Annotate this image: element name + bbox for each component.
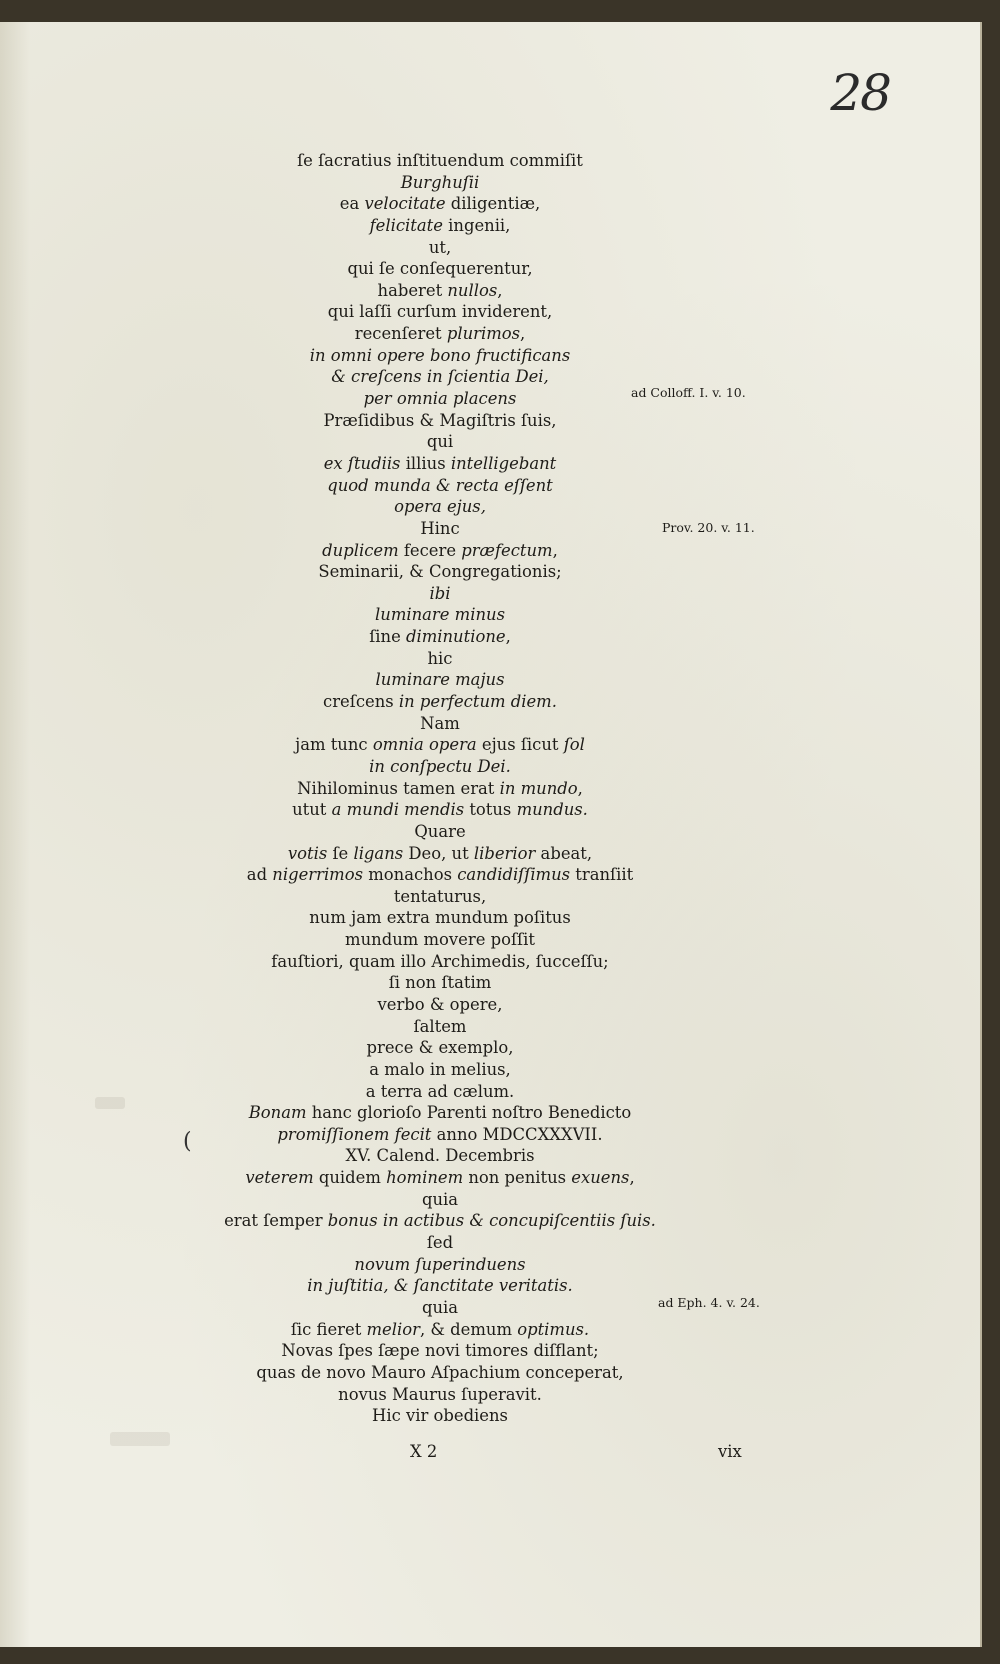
roman-segment: Nam: [420, 713, 460, 733]
margin-bracket-mark: (: [183, 1129, 192, 1154]
roman-segment: a terra ad cælum.: [365, 1081, 515, 1101]
italic-segment: ſol: [563, 735, 585, 755]
roman-segment: , & demum: [419, 1319, 518, 1339]
text-line: [190, 1167, 690, 1189]
text-line: [190, 518, 690, 540]
text-line: [190, 1405, 690, 1427]
text-line: [190, 669, 690, 691]
text-line: [190, 388, 690, 410]
italic-segment: candidiſſimus: [457, 865, 571, 885]
text-line: [190, 366, 690, 388]
roman-segment: recenſeret: [354, 324, 447, 344]
italic-segment: duplicem: [322, 540, 399, 560]
italic-segment: a mundi mendis: [331, 800, 465, 820]
text-line: [190, 648, 690, 670]
roman-segment: Præſidibus & Magiſtris ſuis,: [323, 410, 557, 430]
italic-segment: promiſſionem fecit: [277, 1124, 432, 1144]
roman-segment: ingenii,: [442, 215, 511, 235]
roman-segment: utut: [292, 800, 332, 820]
italic-segment: votis: [287, 843, 328, 863]
roman-segment: ,: [520, 324, 526, 344]
italic-segment: nullos: [447, 280, 498, 300]
text-line: [190, 215, 690, 237]
text-line: [190, 258, 690, 280]
text-line: [190, 756, 690, 778]
text-line: [190, 1297, 690, 1319]
roman-segment: tentaturus,: [393, 886, 487, 906]
italic-segment: luminare majus: [375, 670, 505, 690]
folio-number: 28: [830, 64, 890, 122]
roman-segment: ,: [577, 778, 583, 798]
signature-mark: X 2: [410, 1442, 438, 1461]
roman-segment: a malo in melius,: [369, 1059, 511, 1079]
text-line: [190, 691, 690, 713]
roman-segment: fecere: [398, 540, 462, 560]
italic-segment: in perfectum diem.: [398, 692, 557, 712]
italic-segment: veterem: [245, 1168, 314, 1188]
roman-segment: ad: [246, 865, 273, 885]
text-line: [190, 713, 690, 735]
text-line: [190, 1189, 690, 1211]
italic-segment: luminare minus: [375, 605, 505, 625]
roman-segment: ſine: [369, 627, 406, 647]
italic-segment: velocitate: [364, 194, 446, 214]
text-line: [190, 1319, 690, 1341]
text-line: [190, 1037, 690, 1059]
italic-segment: bonus in actibus & concupiſcentiis ſuis.: [327, 1211, 656, 1231]
italic-segment: per omnia placens: [363, 389, 517, 409]
text-line: [190, 193, 690, 215]
roman-segment: quia: [421, 1297, 459, 1317]
text-line: [190, 951, 690, 973]
roman-segment: hic: [427, 648, 453, 668]
italic-segment: in conſpectu Dei.: [369, 756, 511, 776]
text-line: [190, 561, 690, 583]
italic-segment: nigerrimos: [272, 865, 364, 885]
italic-segment: in mundo: [499, 778, 578, 798]
roman-segment: quas de novo Mauro Aſpachium conceperat,: [256, 1362, 624, 1382]
text-line: [190, 1016, 690, 1038]
roman-segment: illius: [400, 453, 451, 473]
roman-segment: fauſtiori, quam illo Archimedis, ſucceſſu;: [271, 951, 609, 971]
text-line: [190, 604, 690, 626]
roman-segment: diligentiæ,: [445, 194, 541, 214]
text-line: [190, 821, 690, 843]
text-line: [190, 778, 690, 800]
italic-segment: liberior: [473, 843, 536, 863]
italic-segment: omnia opera: [372, 735, 477, 755]
roman-segment: abeat,: [535, 843, 593, 863]
text-line: [190, 799, 690, 821]
roman-segment: Quare: [414, 821, 466, 841]
roman-segment: ,: [629, 1168, 635, 1188]
text-line: [190, 1145, 690, 1167]
roman-segment: ſi non ſtatim: [388, 973, 492, 993]
roman-segment: ſaltem: [413, 1016, 467, 1036]
roman-segment: num jam extra mundum poſitus: [309, 908, 571, 928]
roman-segment: ſic fieret: [290, 1319, 367, 1339]
text-line: [190, 540, 690, 562]
text-line: [190, 345, 690, 367]
roman-segment: ut,: [428, 237, 452, 257]
text-line: [190, 1362, 690, 1384]
italic-segment: plurimos: [446, 324, 521, 344]
text-line: [190, 410, 690, 432]
italic-segment: novum ſuperinduens: [354, 1254, 526, 1274]
footer-row: [0, 1442, 980, 1466]
roman-segment: totus: [464, 800, 517, 820]
roman-segment: monachos: [363, 865, 458, 885]
text-line: [190, 453, 690, 475]
italic-segment: intelligebant: [450, 453, 557, 473]
text-line: [190, 1232, 690, 1254]
italic-segment: optimus.: [517, 1319, 590, 1339]
text-line: [190, 994, 690, 1016]
roman-segment: ,: [552, 540, 558, 560]
roman-segment: ejus ſicut: [476, 735, 564, 755]
catchword: vix: [718, 1442, 742, 1461]
italic-segment: diminutione: [405, 627, 506, 647]
roman-segment: jam tunc: [295, 735, 373, 755]
page-sheet: [0, 22, 980, 1647]
text-line: [190, 1254, 690, 1276]
italic-segment: in juſtitia, & ſanctitate veritatis.: [307, 1276, 573, 1296]
roman-segment: qui: [426, 432, 454, 452]
text-line: [190, 280, 690, 302]
body-text: [190, 150, 690, 1427]
italic-segment: ibi: [429, 583, 451, 603]
italic-segment: præfectum: [461, 540, 553, 560]
text-line: [190, 475, 690, 497]
text-line: [190, 843, 690, 865]
italic-segment: Bonam: [248, 1103, 307, 1123]
roman-segment: haberet: [377, 280, 448, 300]
roman-segment: Novas ſpes ſæpe novi timores diſflant;: [281, 1341, 599, 1361]
bleed-through-smudge: [95, 1097, 125, 1109]
roman-segment: anno MDCCXXXVII.: [431, 1124, 603, 1144]
roman-segment: Deo, ut: [403, 843, 474, 863]
roman-segment: mundum movere poſſit: [345, 930, 535, 950]
roman-segment: hanc glorioſo Parenti noſtro Benedicto: [306, 1103, 632, 1123]
italic-segment: Burghuſii: [400, 172, 480, 192]
italic-segment: quod munda & recta eſſent: [327, 475, 553, 495]
roman-segment: ſe ſacratius inſtituendum commiſit: [297, 151, 583, 170]
roman-segment: creſcens: [323, 692, 399, 712]
margin-note-eph: ad Eph. 4. v. 24.: [658, 1295, 760, 1310]
text-line: [190, 1081, 690, 1103]
text-line: [190, 972, 690, 994]
roman-segment: tranſiit: [570, 865, 634, 885]
margin-note-colloss: ad Colloff. I. v. 10.: [631, 385, 746, 400]
italic-segment: ligans: [353, 843, 404, 863]
roman-segment: non penitus: [463, 1168, 572, 1188]
text-line: [190, 1340, 690, 1362]
italic-segment: ex ſtudiis: [323, 453, 401, 473]
roman-segment: prece & exemplo,: [366, 1038, 514, 1058]
text-line: [190, 1275, 690, 1297]
italic-segment: melior: [366, 1319, 420, 1339]
text-line: [190, 1124, 690, 1146]
italic-segment: felicitate: [369, 215, 443, 235]
roman-segment: ſed: [426, 1233, 454, 1253]
text-line: [190, 496, 690, 518]
italic-segment: hominem: [386, 1168, 464, 1188]
text-line: [190, 172, 690, 194]
text-line: [190, 929, 690, 951]
text-line: [190, 431, 690, 453]
roman-segment: Nihilominus tamen erat: [297, 778, 500, 798]
roman-segment: quidem: [313, 1168, 387, 1188]
text-line: [190, 734, 690, 756]
text-line: [190, 1384, 690, 1406]
roman-segment: quia: [421, 1189, 459, 1209]
text-line: [190, 237, 690, 259]
text-line: [190, 626, 690, 648]
text-line: [190, 323, 690, 345]
text-line: [190, 1059, 690, 1081]
text-line: [190, 1102, 690, 1124]
roman-segment: ,: [505, 627, 511, 647]
text-line: [190, 886, 690, 908]
roman-segment: ſe: [327, 843, 354, 863]
text-line: [190, 583, 690, 605]
italic-segment: opera ejus,: [394, 497, 486, 517]
italic-segment: in omni opere bono fructificans: [309, 345, 571, 365]
roman-segment: ,: [497, 280, 503, 300]
text-line: [190, 301, 690, 323]
roman-segment: XV. Calend. Decembris: [345, 1146, 535, 1166]
text-line: [190, 864, 690, 886]
roman-segment: novus Maurus ſuperavit.: [338, 1384, 542, 1404]
roman-segment: ea: [339, 194, 365, 214]
italic-segment: & creſcens in ſcientia Dei,: [331, 367, 549, 387]
italic-segment: mundus.: [516, 800, 588, 820]
roman-segment: Seminarii, & Congregationis;: [318, 562, 562, 582]
text-line: [190, 1210, 690, 1232]
roman-segment: qui ſe conſequerentur,: [347, 259, 533, 279]
roman-segment: Hic vir obediens: [372, 1406, 508, 1426]
roman-segment: Hinc: [420, 518, 460, 538]
roman-segment: erat ſemper: [224, 1211, 328, 1231]
roman-segment: qui laſſi curſum inviderent,: [327, 302, 553, 322]
text-line: [190, 150, 690, 172]
roman-segment: verbo & opere,: [377, 994, 503, 1014]
italic-segment: exuens: [571, 1168, 630, 1188]
margin-note-prov: Prov. 20. v. 11.: [662, 520, 755, 535]
text-line: [190, 907, 690, 929]
